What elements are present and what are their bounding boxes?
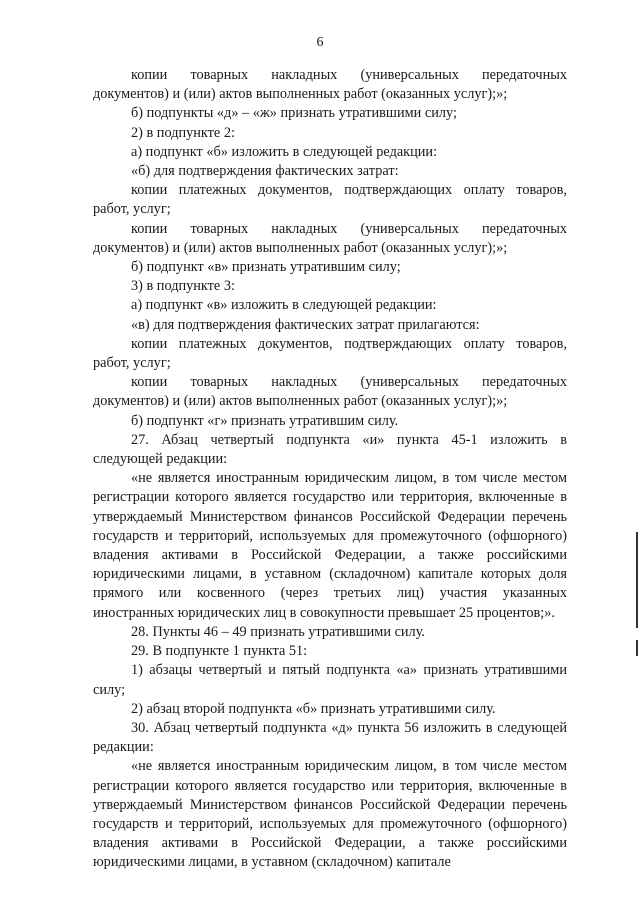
paragraph: 1) абзацы четвертый и пятый подпункта «а» признать утратившими силу; (93, 662, 567, 698)
paragraph: «не является иностранным юридическим лицом, в том числе местом регистрации которого является государство или территория, включенные в утверждаемый Министерством финансов Российской Федерации перечень государств и территорий, используемых для промежуточного (офшорного) владения активами в Российской Федерации, а также российскими юридическими лицами, в уставном (складочном) капитале которых доля прямого или косвенного (через третьих лиц) участия указанных иностранных юридических лиц в совокупности превышает 25 процентов;». (93, 470, 567, 621)
paragraph: 27. Абзац четвертый подпункта «и» пункта 45-1 изложить в следующей редакции: (93, 431, 567, 468)
paragraph: а) подпункт «в» изложить в следующей редакции: (131, 297, 437, 314)
paragraph: б) подпункты «д» – «ж» признать утратившими силу; (131, 105, 457, 122)
paragraph: копии товарных накладных (универсальных передаточных документов) и (или) актов выполненных работ (оказанных услуг);»; (93, 67, 567, 103)
paragraph: копии товарных накладных (универсальных передаточных документов) и (или) актов выполненных работ (оказанных услуг);»; (93, 220, 567, 256)
paragraph: копии платежных документов, подтверждающих оплату товаров, работ, услуг; (93, 182, 567, 218)
paragraph: копии платежных документов, подтверждающих оплату товаров, работ, услуг; (93, 335, 567, 372)
document-body (93, 66, 567, 873)
paragraph: а) подпункт «б» изложить в следующей редакции: (131, 143, 438, 160)
paragraph: 29. В подпункте 1 пункта 51: (131, 643, 308, 660)
scan-edge-mark (636, 532, 638, 628)
paragraph: б) подпункт «в» признать утратившим силу; (131, 259, 401, 276)
paragraph: копии товарных накладных (универсальных передаточных документов) и (или) актов выполненных работ (оказанных услуг);»; (93, 374, 567, 410)
scan-edge-mark (636, 640, 638, 656)
paragraph: 30. Абзац четвертый подпункта «д» пункта 56 изложить в следующей редакции: (93, 719, 567, 756)
paragraph: «не является иностранным юридическим лицом, в том числе местом регистрации которого является государство или территория, включенные в утверждаемый Министерством финансов Российской Федерации перечень государств и территорий, используемых для промежуточного (офшорного) владения активами в Российской Федерации, а также российскими юридическими лицами, в уставном (складочном) капитале (93, 758, 567, 871)
paragraph: «в) для подтверждения фактических затрат прилагаются: (131, 316, 480, 333)
paragraph: 2) в подпункте 2: (131, 124, 235, 141)
paragraph: 2) абзац второй подпункта «б» признать утратившими силу. (131, 700, 496, 717)
paragraph: 3) в подпункте 3: (131, 278, 235, 295)
paragraph: б) подпункт «г» признать утратившим силу. (131, 412, 399, 429)
paragraph: «б) для подтверждения фактических затрат: (131, 163, 399, 180)
page-number: 6 (316, 35, 324, 50)
paragraph: 28. Пункты 46 – 49 признать утратившими силу. (131, 623, 425, 640)
